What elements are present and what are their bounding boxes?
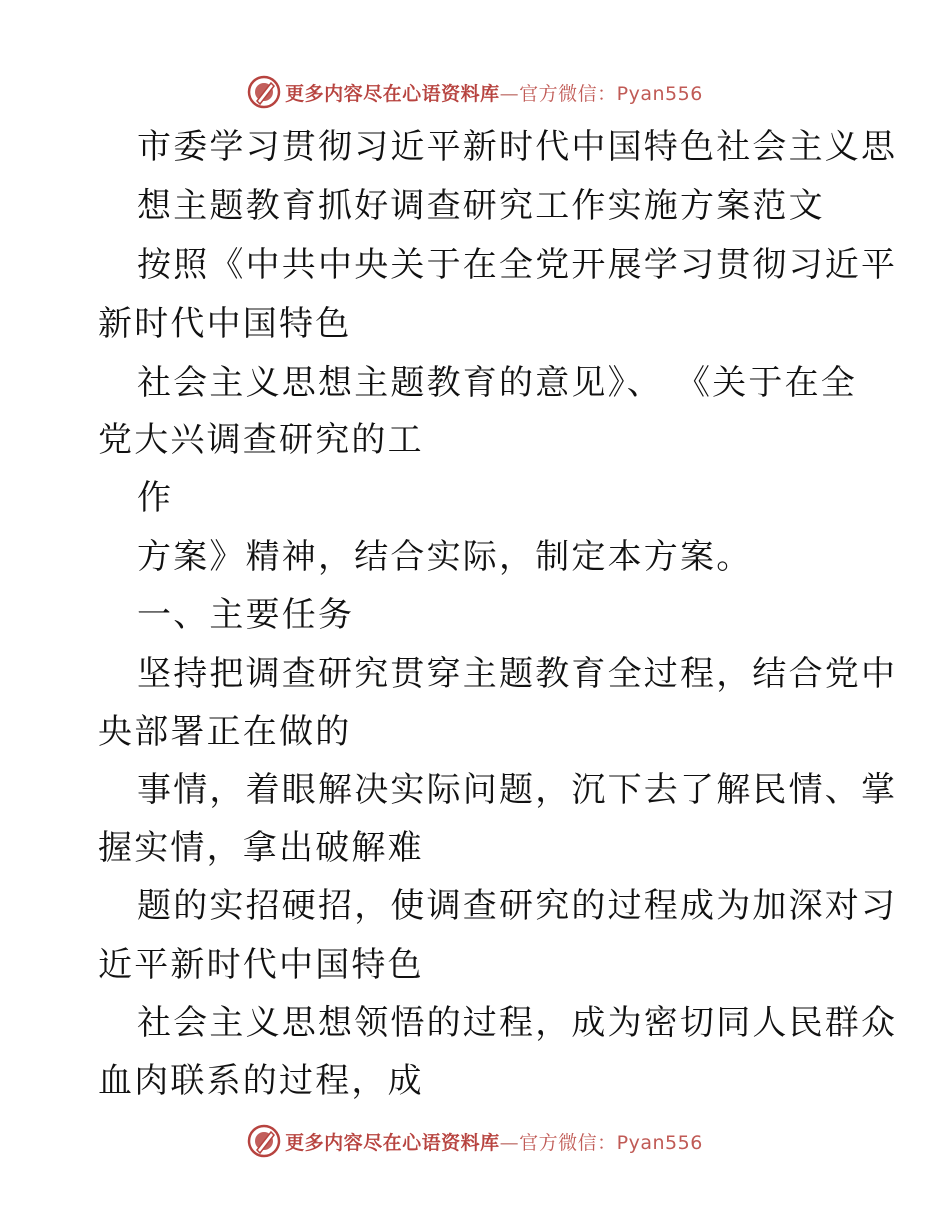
body-line: 血肉联系的过程，成: [98, 1061, 424, 1101]
watermark-brand: 更多内容尽在心语资料库: [285, 82, 500, 105]
red-seal-pen-icon: [247, 1124, 281, 1158]
watermark-wechat: 官方微信：Pyan556: [519, 82, 703, 105]
document-title-line-1: 市委学习贯彻习近平新时代中国特色社会主义思: [137, 127, 898, 167]
body-line: 事情，着眼解决实际问题，沉下去了解民情、掌: [137, 770, 898, 810]
body-line: 新时代中国特色: [98, 304, 352, 344]
watermark-brand: 更多内容尽在心语资料库: [285, 1131, 500, 1154]
body-line: 握实情，拿出破解难: [98, 828, 424, 868]
body-line: 作: [137, 478, 174, 518]
body-line: 坚持把调查研究贯穿主题教育全过程，结合党中: [137, 654, 898, 694]
body-line: 按照《中共中央关于在全党开展学习贯彻习近平: [137, 245, 898, 285]
body-line: 社会主义思想主题教育的意见》、 《关于在全: [137, 363, 858, 403]
body-line: 党大兴调查研究的工: [98, 420, 424, 460]
body-line: 央部署正在做的: [98, 712, 352, 752]
body-line: 方案》精神，结合实际，制定本方案。: [137, 537, 753, 577]
document-title-line-2: 想主题教育抓好调查研究工作实施方案范文: [137, 186, 825, 226]
watermark-text: [285, 1128, 703, 1155]
watermark-wechat: 官方微信：Pyan556: [519, 1131, 703, 1154]
section-heading: 一、主要任务: [137, 595, 355, 635]
body-line: 社会主义思想领悟的过程，成为密切同人民群众: [137, 1003, 898, 1043]
watermark-separator: —: [499, 1131, 520, 1154]
watermark-separator: —: [499, 82, 520, 105]
body-line: 题的实招硬招，使调查研究的过程成为加深对习: [137, 886, 898, 926]
body-line: 近平新时代中国特色: [98, 945, 424, 985]
footer-watermark: [0, 1121, 950, 1161]
